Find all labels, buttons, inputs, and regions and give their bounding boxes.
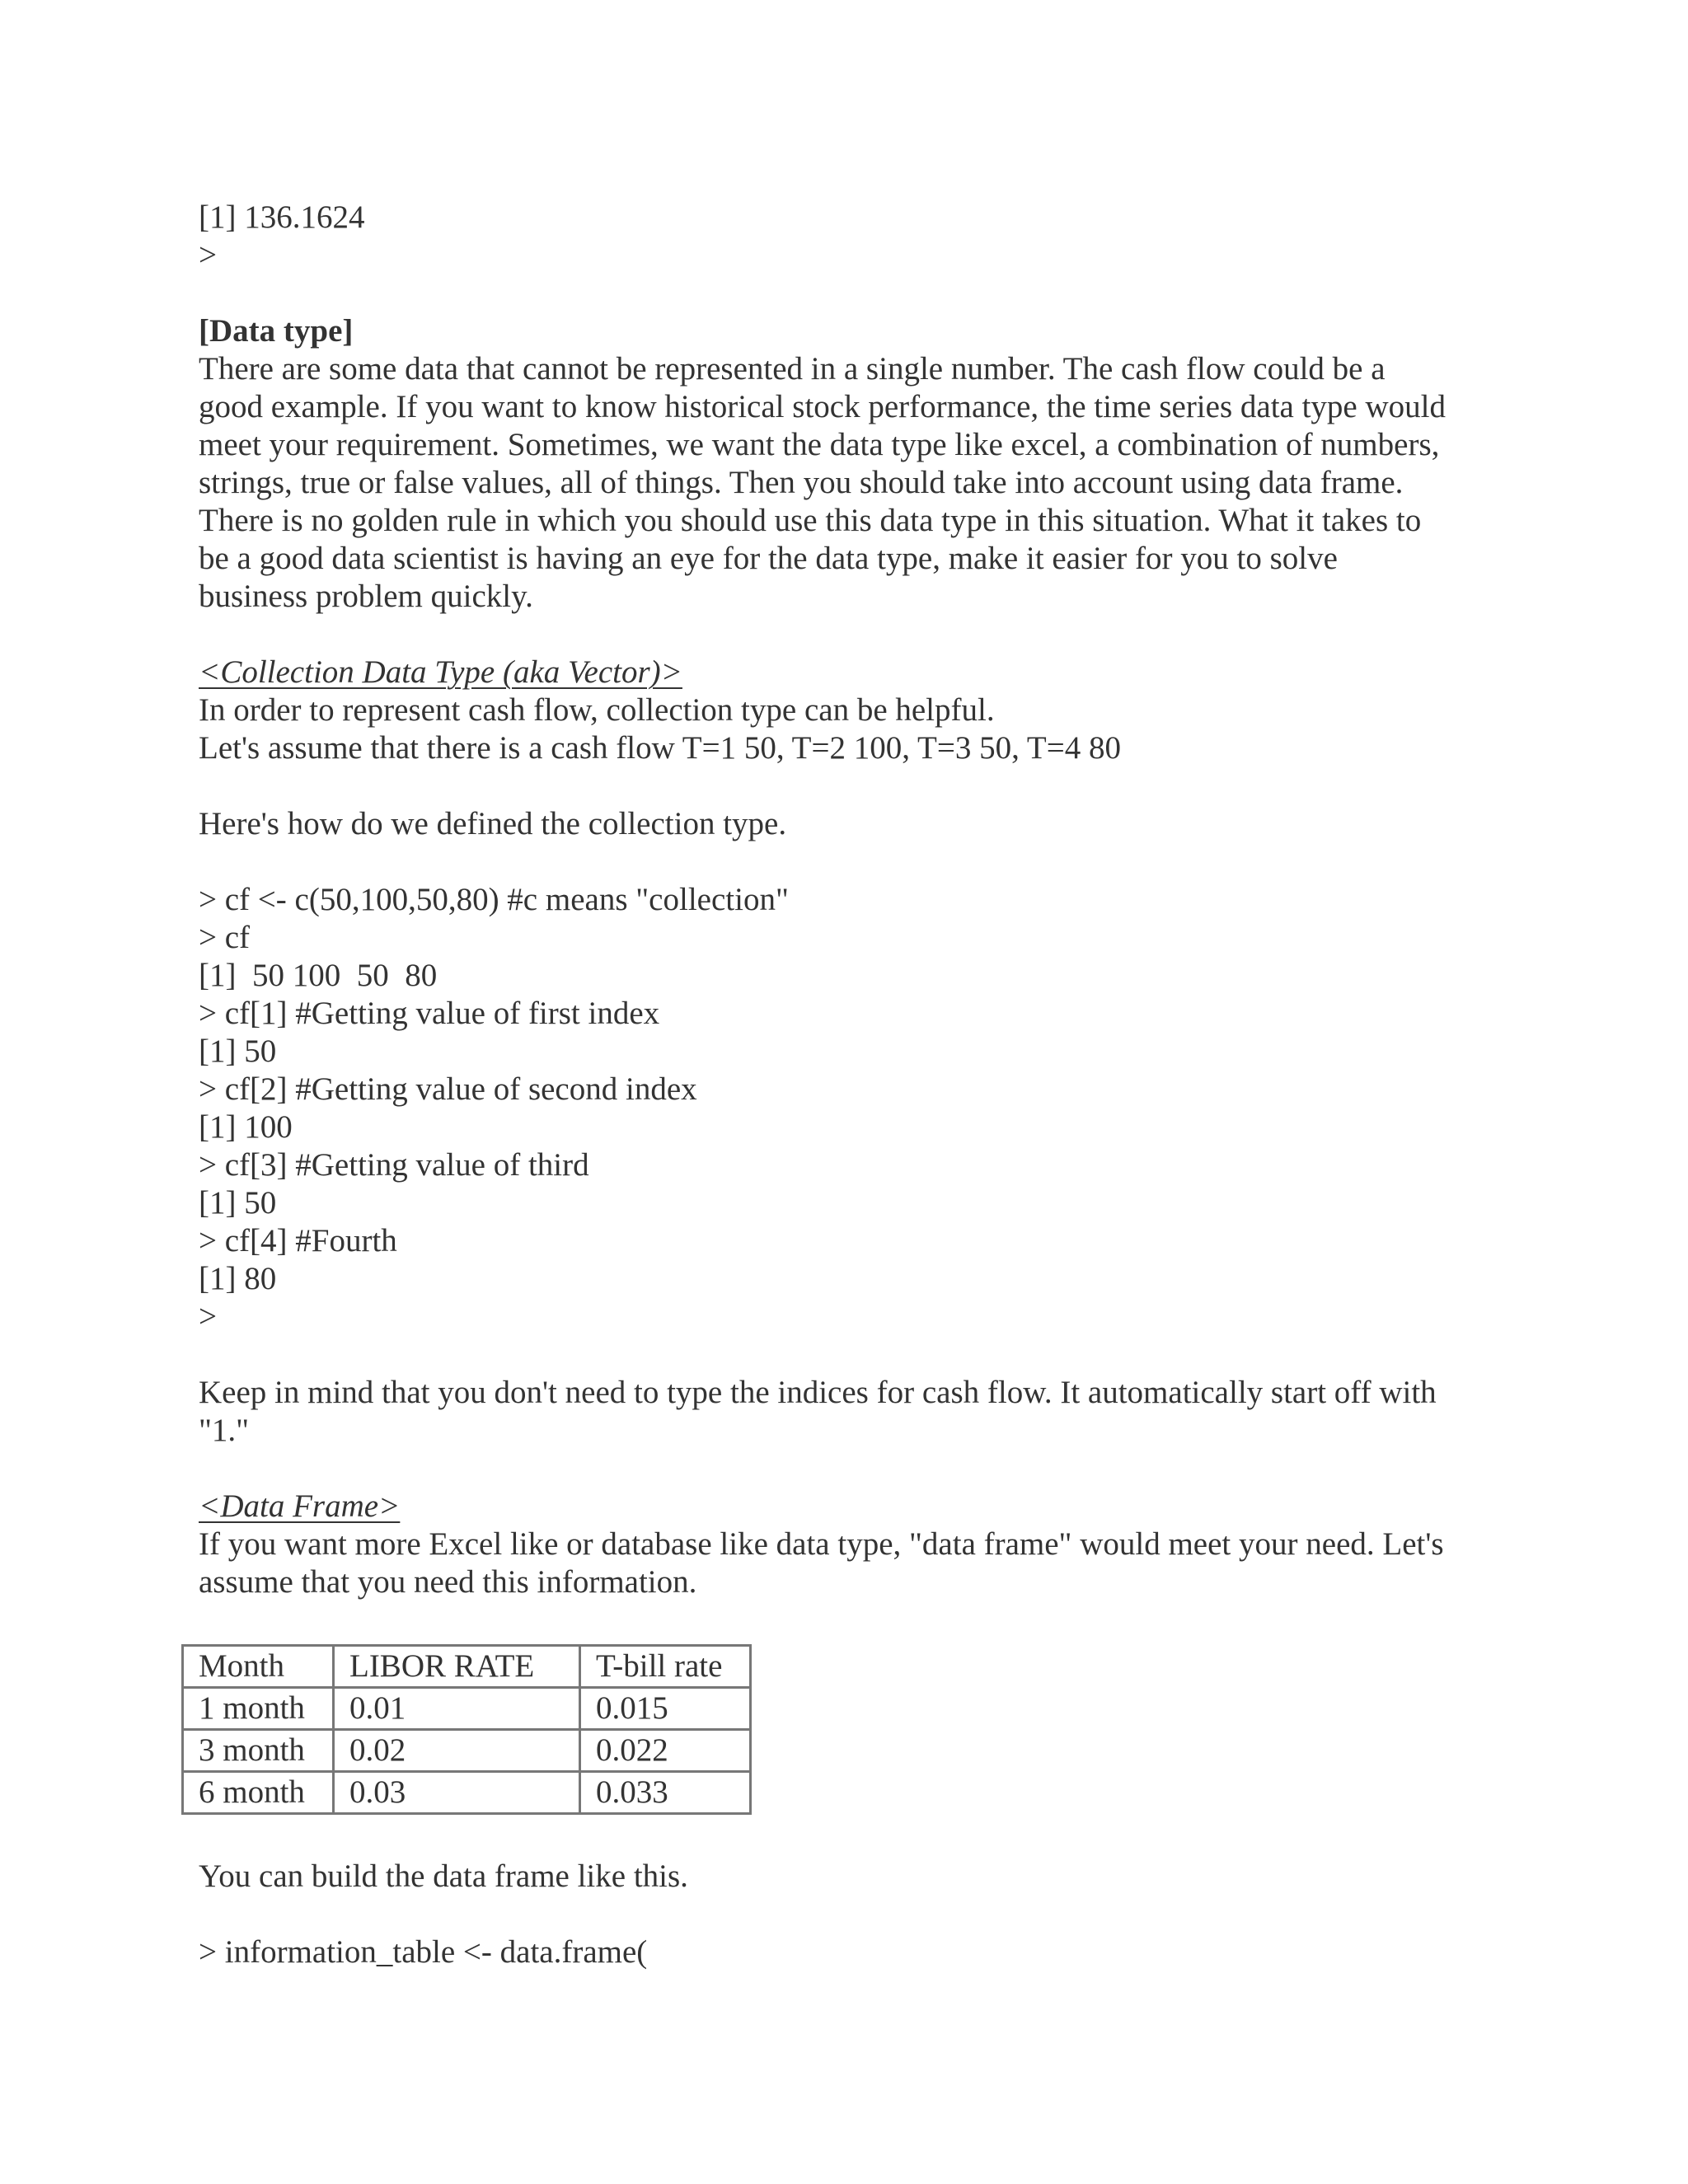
code-line: [1] 100: [199, 1109, 293, 1145]
code-line: > information_table <- data.frame(: [199, 1934, 648, 1970]
spacer: [199, 616, 1509, 654]
code-line: [1] 50 100 50 80: [199, 958, 438, 993]
prompt-line: >: [199, 237, 217, 273]
table-cell: 0.033: [580, 1772, 751, 1814]
table-header-cell: Month: [183, 1646, 334, 1688]
collection-section-title: <Collection Data Type (aka Vector)>: [199, 654, 682, 690]
output-line: [1] 136.1624: [199, 199, 365, 235]
paragraph-line: There is no golden rule in which you should use this data type in this situation. What it takes to: [199, 503, 1422, 538]
data-frame-intro-line: If you want more Excel like or database like data type, "data frame" would meet your need. Let's: [199, 1526, 1444, 1562]
table-row: [183, 1772, 751, 1814]
code-line: [1] 50: [199, 1185, 277, 1221]
table-header-cell: T-bill rate: [580, 1646, 751, 1688]
paragraph-line: There are some data that cannot be represented in a single number. The cash flow could be a: [199, 351, 1386, 387]
spacer: [199, 1336, 1509, 1374]
collection-intro-line: In order to represent cash flow, collection type can be helpful.: [199, 692, 995, 728]
table-cell: 6 month: [183, 1772, 334, 1814]
table-cell: 0.015: [580, 1688, 751, 1730]
build-text: You can build the data frame like this.: [199, 1858, 688, 1894]
table-cell: 1 month: [183, 1688, 334, 1730]
data-type-heading: [Data type]: [199, 313, 354, 349]
collection-intro-line: Let's assume that there is a cash flow T=1 50, T=2 100, T=3 50, T=4 80: [199, 730, 1121, 766]
spacer: [199, 843, 1509, 881]
document-page: [199, 199, 1509, 1971]
table-cell: 0.02: [334, 1730, 580, 1772]
code-line: >: [199, 1299, 217, 1334]
paragraph-line: meet your requirement. Sometimes, we want the data type like excel, a combination of numbers,: [199, 427, 1440, 462]
collection-howto-text: Here's how do we defined the collection type.: [199, 806, 787, 841]
code-line: > cf[3] #Getting value of third: [199, 1147, 589, 1183]
table-cell: 3 month: [183, 1730, 334, 1772]
table-row: [183, 1730, 751, 1772]
table-cell: 0.022: [580, 1730, 751, 1772]
table-header-row: [183, 1646, 751, 1688]
code-line: > cf: [199, 920, 251, 955]
collection-note-line: "1.": [199, 1413, 250, 1448]
rates-table: [181, 1644, 752, 1815]
table-cell: 0.03: [334, 1772, 580, 1814]
spacer: [199, 1820, 1509, 1858]
paragraph-line: be a good data scientist is having an eye for the data type, make it easier for you to solve: [199, 541, 1338, 576]
spacer: [199, 1450, 1509, 1488]
code-line: [1] 80: [199, 1261, 277, 1296]
data-frame-section-title: <Data Frame>: [199, 1488, 401, 1524]
paragraph-line: good example. If you want to know historical stock performance, the time series data type would: [199, 389, 1446, 424]
paragraph-line: business problem quickly.: [199, 579, 533, 614]
data-frame-intro-line: assume that you need this information.: [199, 1564, 697, 1600]
spacer: [199, 274, 1509, 312]
spacer: [199, 1601, 1509, 1639]
table-cell: 0.01: [334, 1688, 580, 1730]
paragraph-line: strings, true or false values, all of things. Then you should take into account using data frame.: [199, 465, 1404, 500]
spacer: [199, 1896, 1509, 1933]
table-header-cell: LIBOR RATE: [334, 1646, 580, 1688]
table-row: [183, 1688, 751, 1730]
code-line: > cf[2] #Getting value of second index: [199, 1071, 697, 1107]
code-line: > cf[4] #Fourth: [199, 1223, 397, 1258]
code-line: [1] 50: [199, 1033, 277, 1069]
code-line: > cf[1] #Getting value of first index: [199, 996, 660, 1031]
spacer: [199, 767, 1509, 805]
code-line: > cf <- c(50,100,50,80) #c means "collection": [199, 882, 789, 917]
collection-note-line: Keep in mind that you don't need to type the indices for cash flow. It automatically start off with: [199, 1375, 1437, 1410]
